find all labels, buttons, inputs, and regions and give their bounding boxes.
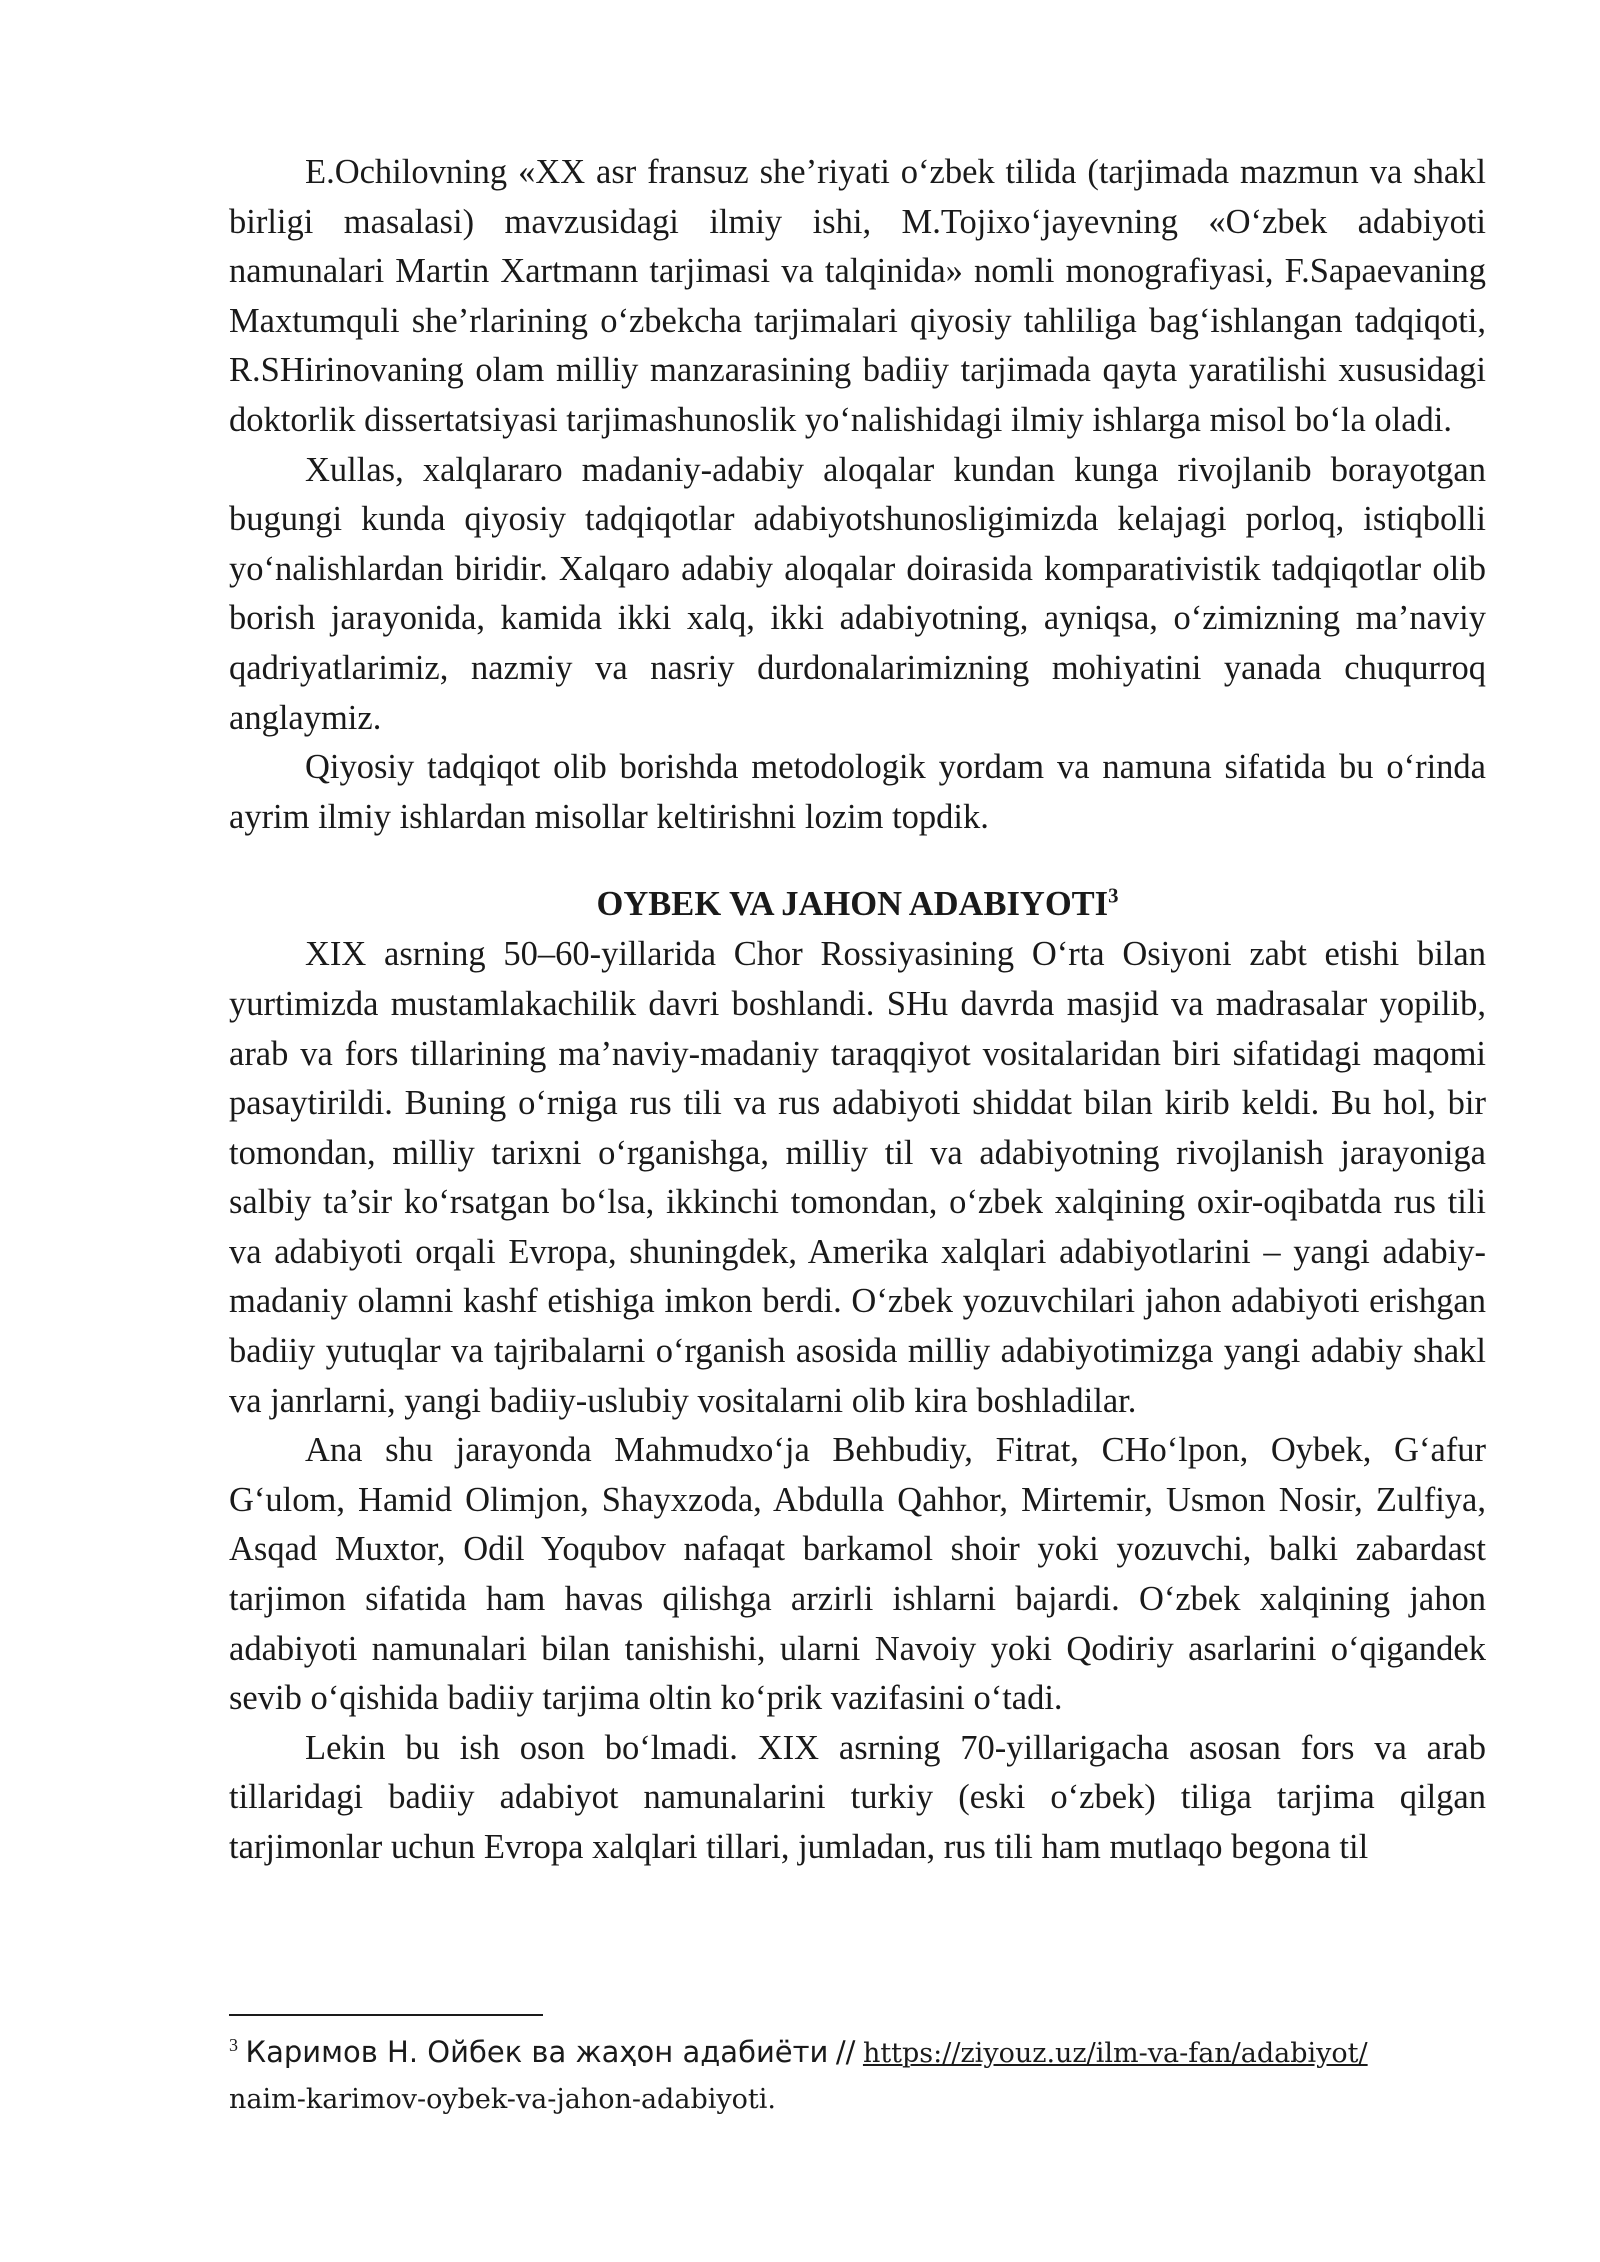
paragraph-colonial-period: XIX asrning 50–60-yillarida Chor Rossiyasining O‘rta Osiyoni zabt etishi bilan yurtimizda mustamlakachilik davri boshlandi. SHu davrda masjid va madrasalar yopilib, arab va fors tillarining ma’naviy-madaniy taraqqiyot vositalaridan biri sifatidagi maqomi pasaytirildi. Buning o‘rniga rus tili va rus adabiyoti shiddat bilan kirib keldi. Bu hol, bir tomondan, milliy tarixni o‘rganishga, milliy til va adabiyotning rivojlanish jarayoniga salbiy ta’sir ko‘rsatgan bo‘lsa, ikkinchi tomondan, o‘zbek xalqining oxir-oqibatda rus tili va adabiyoti orqali Evropa, shuningdek, Amerika xalqlari adabiyotlarini – yangi adabiy-madaniy olamni kashf etishiga imkon berdi. O‘zbek yozuvchilari jahon adabiyoti erishgan badiiy yutuqlar va tajribalarni o‘rganish asosida milliy adabiyotimizga yangi adabiy shakl va janrlarni, yangi badiiy-uslubiy vositalarni olib kira boshladilar. xyxy=(229,935,1486,1420)
footnote-number: 3 xyxy=(229,2035,238,2055)
footnote-reference[interactable]: 3 xyxy=(1108,885,1119,908)
paragraph-difficulty: Lekin bu ish oson bo‘lmadi. XIX asrning 70-yillarigacha asosan fors va arab tillaridagi badiiy adabiyot namunalarini turkiy (eski o‘zbek) tiliga tarjima qilgan tarjimonlar uchun Evropa xalqlari tillari, jumladan, rus tili ham mutlaqo begona til xyxy=(229,1728,1486,1866)
footnote-separator-slashes: // xyxy=(835,2035,856,2069)
footnote xyxy=(229,2030,1486,2122)
section-heading xyxy=(229,878,1486,930)
paragraph-methodology: Qiyosiy tadqiqot olib borishda metodologik yordam va namuna sifatida bu o‘rinda ayrim ilmiy ishlardan misollar keltirishni lozim topdik. xyxy=(229,748,1486,836)
section-heading-text: OYBEK VA JAHON ADABIYOTI xyxy=(596,885,1109,924)
footnote-link-continuation: naim-karimov-oybek-va-jahon-adabiyoti. xyxy=(229,2084,776,2115)
footnote-link[interactable]: https://ziyouz.uz/ilm-va-fan/adabiyot/ xyxy=(862,2038,1368,2069)
page-body xyxy=(229,148,1486,1873)
paragraph-conclusion: Xullas, xalqlararo madaniy-adabiy aloqalar kundan kunga rivojlanib borayotgan bugungi kunda qiyosiy tadqiqotlar adabiyotshunosligimizda kelajagi porloq, istiqbolli yo‘nalishlardan biridir. Xalqaro adabiy aloqalar doirasida komparativistik tadqiqotlar olib borish jarayonida, kamida ikki xalq, ikki adabiyotning, ayniqsa, o‘zimizning ma’naviy qadriyatlarimiz, nazmiy va nasriy durdonalarimizning mohiyatini yanada chuqurroq anglaymiz. xyxy=(229,450,1486,737)
paragraph-dissertations: E.Ochilovning «XX asr fransuz she’riyati o‘zbek tilida (tarjimada mazmun va shakl birligi masalasi) mavzusidagi ilmiy ishi, M.Tojixo‘jayevning «O‘zbek adabiyoti namunalari Martin Xartmann tarjimasi va talqinida» nomli monografiyasi, F.Sapaevaning Maxtumquli she’rlarining o‘zbekcha tarjimalari qiyosiy tahliliga bag‘ishlangan tadqiqoti, R.SHirinovaning olam milliy manzarasining badiiy tarjimada qayta yaratilishi xususidagi doktorlik dissertatsiyasi tarjimashunoslik yo‘nalishidagi ilmiy ishlarga misol bo‘la oladi. xyxy=(229,153,1486,439)
footnote-separator xyxy=(229,2014,543,2016)
paragraph-translators: Ana shu jarayonda Mahmudxo‘ja Behbudiy, Fitrat, CHo‘lpon, Oybek, G‘afur G‘ulom, Hamid Olimjon, Shayxzoda, Abdulla Qahhor, Mirtemir, Usmon Nosir, Zulfiya, Asqad Muxtor, Odil Yoqubov nafaqat barkamol shoir yoki yozuvchi, balki zabardast tarjimon sifatida ham havas qilishga arzirli ishlarni bajardi. O‘zbek xalqining jahon adabiyoti namunalari bilan tanishishi, ularni Navoiy yoki Qodiriy asarlarini o‘qigandek sevib o‘qishida badiiy tarjima oltin ko‘prik vazifasini o‘tadi. xyxy=(229,1431,1486,1718)
footnote-citation: Каримов Н. Ойбек ва жаҳон адабиёти xyxy=(245,2035,829,2069)
